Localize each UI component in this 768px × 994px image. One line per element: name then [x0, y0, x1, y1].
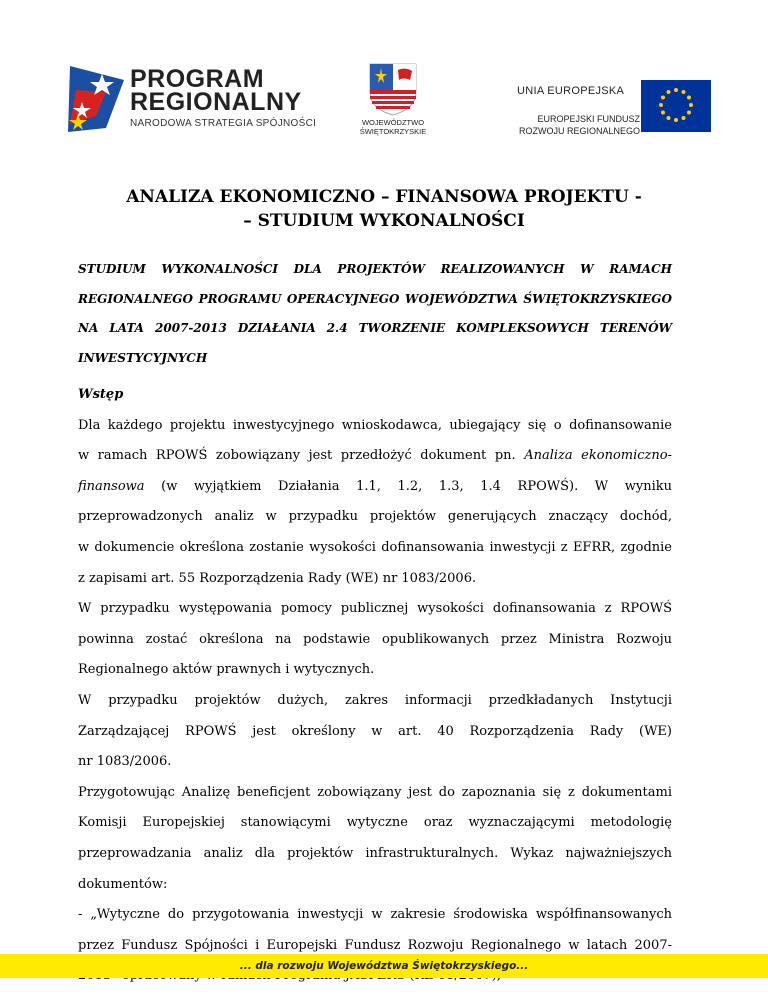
- paragraph-line: powinna zostać określona na podstawie opublikowanych przez Ministra Rozwoju: [78, 631, 672, 647]
- paragraph-line: Dla każdego projektu inwestycyjnego wnioskodawca, ubiegający się o dofinansowanie: [78, 417, 672, 433]
- paragraph-line: W przypadku występowania pomocy publicznej wysokości dofinansowania z RPOWŚ: [78, 601, 672, 617]
- paragraph-line: Przygotowując Analizę beneficjent zobowiązany jest do zapoznania się z dokumentami: [78, 784, 672, 800]
- italic-term: finansowa: [78, 478, 145, 494]
- paragraph-line: przeprowadzonych analiz w przypadku projektów generujących znaczący dochód,: [78, 509, 672, 525]
- eu-logo-title: UNIA EUROPEJSKA: [517, 85, 625, 97]
- voivodeship-logo: [358, 62, 428, 142]
- paragraph-line: - „Wytyczne do przygotowania inwestycji w zakresie środowiska współfinansowanych: [78, 907, 672, 923]
- document-title: [0, 185, 768, 233]
- voivodeship-logo-line2: ŚWIĘTOKRZYSKIE: [359, 127, 427, 136]
- title-line2: – STUDIUM WYKONALNOŚCI: [243, 211, 525, 231]
- eu-fund-line2: ROZWOJU REGIONALNEGO: [518, 126, 640, 136]
- section-heading: Wstęp: [78, 387, 124, 402]
- eu-flag-icon: [641, 80, 711, 132]
- program-logo-line3: NARODOWA STRATEGIA SPÓJNOŚCI: [130, 118, 317, 129]
- paragraph-text: w ramach RPOWŚ zobowiązany jest przedłożyć dokument pn.: [78, 448, 525, 464]
- program-regionalny-logo: [66, 60, 326, 140]
- document-body: [78, 380, 672, 992]
- paragraph-line: Komisji Europejskiej stanowiącymi wytyczne oraz wyznaczającymi metodologię: [78, 815, 672, 831]
- paragraph-line: w dokumencie określona zostanie wysokości dofinansowania inwestycji z EFRR, zgodnie: [78, 539, 672, 555]
- paragraph-line: [78, 472, 672, 503]
- program-logo-line2: REGIONALNY: [130, 88, 302, 116]
- paragraph-line: dokumentów:: [78, 876, 168, 892]
- subtitle-line: NA LATA 2007-2013 DZIAŁANIA 2.4 TWORZENIE KOMPLEKSOWYCH TERENÓW: [78, 321, 672, 335]
- page-footer: [0, 954, 768, 978]
- paragraph-line: przeprowadzania analiz dla projektów infrastrukturalnych. Wykaz najważniejszych: [78, 845, 672, 861]
- footer-slogan: ... dla rozwoju Województwa Świętokrzyskiego...: [239, 960, 529, 972]
- italic-term: Analiza ekonomiczno-: [524, 448, 672, 464]
- subtitle-line: REGIONALNEGO PROGRAMU OPERACYJNEGO WOJEWÓDZTWA ŚWIĘTOKRZYSKIEGO: [78, 291, 672, 306]
- program-logo-line1: PROGRAM: [130, 65, 265, 93]
- eu-logo: [492, 80, 712, 140]
- subtitle-line: INWESTYCYJNYCH: [78, 350, 208, 365]
- stars-emblem-icon: [66, 62, 128, 134]
- voivodeship-logo-line1: WOJEWÓDZTWO: [361, 118, 425, 127]
- eu-fund-line1: EUROPEJSKI FUNDUSZ: [537, 114, 640, 124]
- paragraph-line: przez Fundusz Spójności i Europejski Fundusz Rozwoju Regionalnego w latach 2007-: [78, 937, 672, 953]
- paragraph-line: Regionalnego aktów prawnych i wytycznych.: [78, 662, 375, 678]
- paragraph-text: (w wyjątkiem Działania 1.1, 1.2, 1.3, 1.4 RPOWŚ). W wyniku: [144, 478, 672, 494]
- document-subtitle: [78, 255, 672, 373]
- paragraph-line: [78, 441, 672, 472]
- subtitle-line: STUDIUM WYKONALNOŚCI DLA PROJEKTÓW REALIZOWANYCH W RAMACH: [78, 262, 672, 276]
- paragraph-line: nr 1083/2006.: [78, 754, 172, 770]
- coat-of-arms-icon: [368, 62, 418, 116]
- paragraph-line: z zapisami art. 55 Rozporządzenia Rady (WE) nr 1083/2006.: [78, 570, 477, 586]
- title-line1: ANALIZA EKONOMICZNO – FINANSOWA PROJEKTU -: [126, 187, 642, 207]
- paragraph-line: Zarządzającej RPOWŚ jest określony w art. 40 Rozporządzenia Rady (WE): [78, 723, 672, 739]
- paragraph-line: W przypadku projektów dużych, zakres informacji przedkładanych Instytucji: [78, 692, 672, 708]
